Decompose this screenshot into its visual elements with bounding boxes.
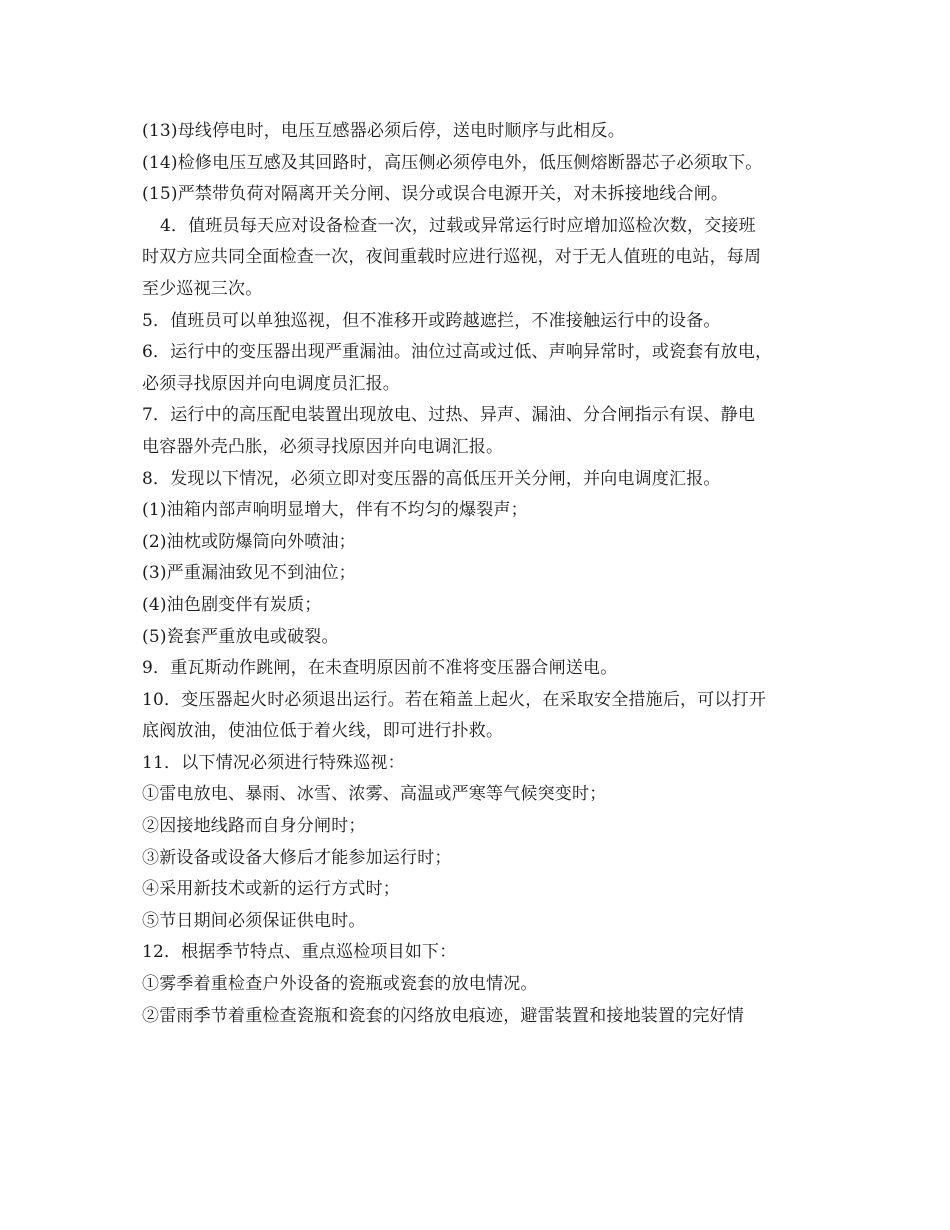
text-line: (1)油箱内部声响明显增大，伴有不均匀的爆裂声； [142,500,528,521]
document-body [142,116,827,1032]
text-line: (13)母线停电时，电压互感器必须后停，送电时顺序与此相反。 [142,121,625,141]
text-line: ①雾季着重检查户外设备的瓷瓶或瓷套的放电情况。 [142,974,538,995]
text-line: (3)严重漏油致见不到油位； [142,563,356,584]
text-line: (15)严禁带负荷对隔离开关分闸、误分或误合电源开关，对未拆接地线合闸。 [142,184,729,205]
text-line: 7．运行中的高压配电装置出现放电、过热、异声、漏油、分合闸指示有误、静电 [142,405,756,426]
text-line: 8．发现以下情况，必须立即对变压器的高低压开关分闸，并向电调度汇报。 [142,468,721,489]
text-line: 底阀放油，使油位低于着火线，即可进行扑救。 [142,721,504,742]
text-line: 必须寻找原因并向电调度员汇报。 [142,373,400,394]
text-line: 4．值班员每天应对设备检查一次，过载或异常运行时应增加巡检次数，交接班 [160,215,756,236]
text-line: 10．变压器起火时必须退出运行。若在箱盖上起火，在采取安全措施后，可以打开 [142,689,767,710]
text-line: 时双方应共同全面检查一次，夜间重载时应进行巡视，对于无人值班的电站，每周 [142,247,762,268]
text-line: (5)瓷套严重放电或破裂。 [142,626,339,647]
text-line: ②雷雨季节着重检查瓷瓶和瓷套的闪络放电痕迹，避雷装置和接地装置的完好情 [142,1005,744,1026]
text-line: 11．以下情况必须进行特殊巡视： [142,752,405,773]
text-line: ①雷电放电、暴雨、冰雪、浓雾、高温或严寒等气候突变时； [142,784,607,805]
text-line: 5．值班员可以单独巡视，但不准移开或跨越遮拦，不准接触运行中的设备。 [142,310,721,331]
text-line: ④采用新技术或新的运行方式时； [142,879,400,900]
text-line: (4)油色剧变伴有炭质； [142,594,322,615]
text-line: 至少巡视三次。 [142,278,263,299]
text-line: (2)油枕或防爆筒向外喷油； [142,531,356,552]
text-line: ⑤节日期间必须保证供电时。 [142,910,366,931]
text-line: 9．重瓦斯动作跳闸，在未查明原因前不准将变压器合闸送电。 [142,658,618,679]
text-line: 12．根据季节特点、重点巡检项目如下： [142,942,457,963]
text-line: 电容器外壳凸胀，必须寻找原因并向电调汇报。 [142,436,504,457]
text-line: ③新设备或设备大修后才能参加运行时； [142,847,452,868]
text-line: 6．运行中的变压器出现严重漏油。油位过高或过低、声响异常时，或瓷套有放电， [142,342,773,363]
text-line: (14)检修电压互感及其回路时，高压侧必须停电外，低压侧熔断器芯子必须取下。 [142,152,763,173]
text-line: ②因接地线路而自身分闸时； [142,816,366,837]
